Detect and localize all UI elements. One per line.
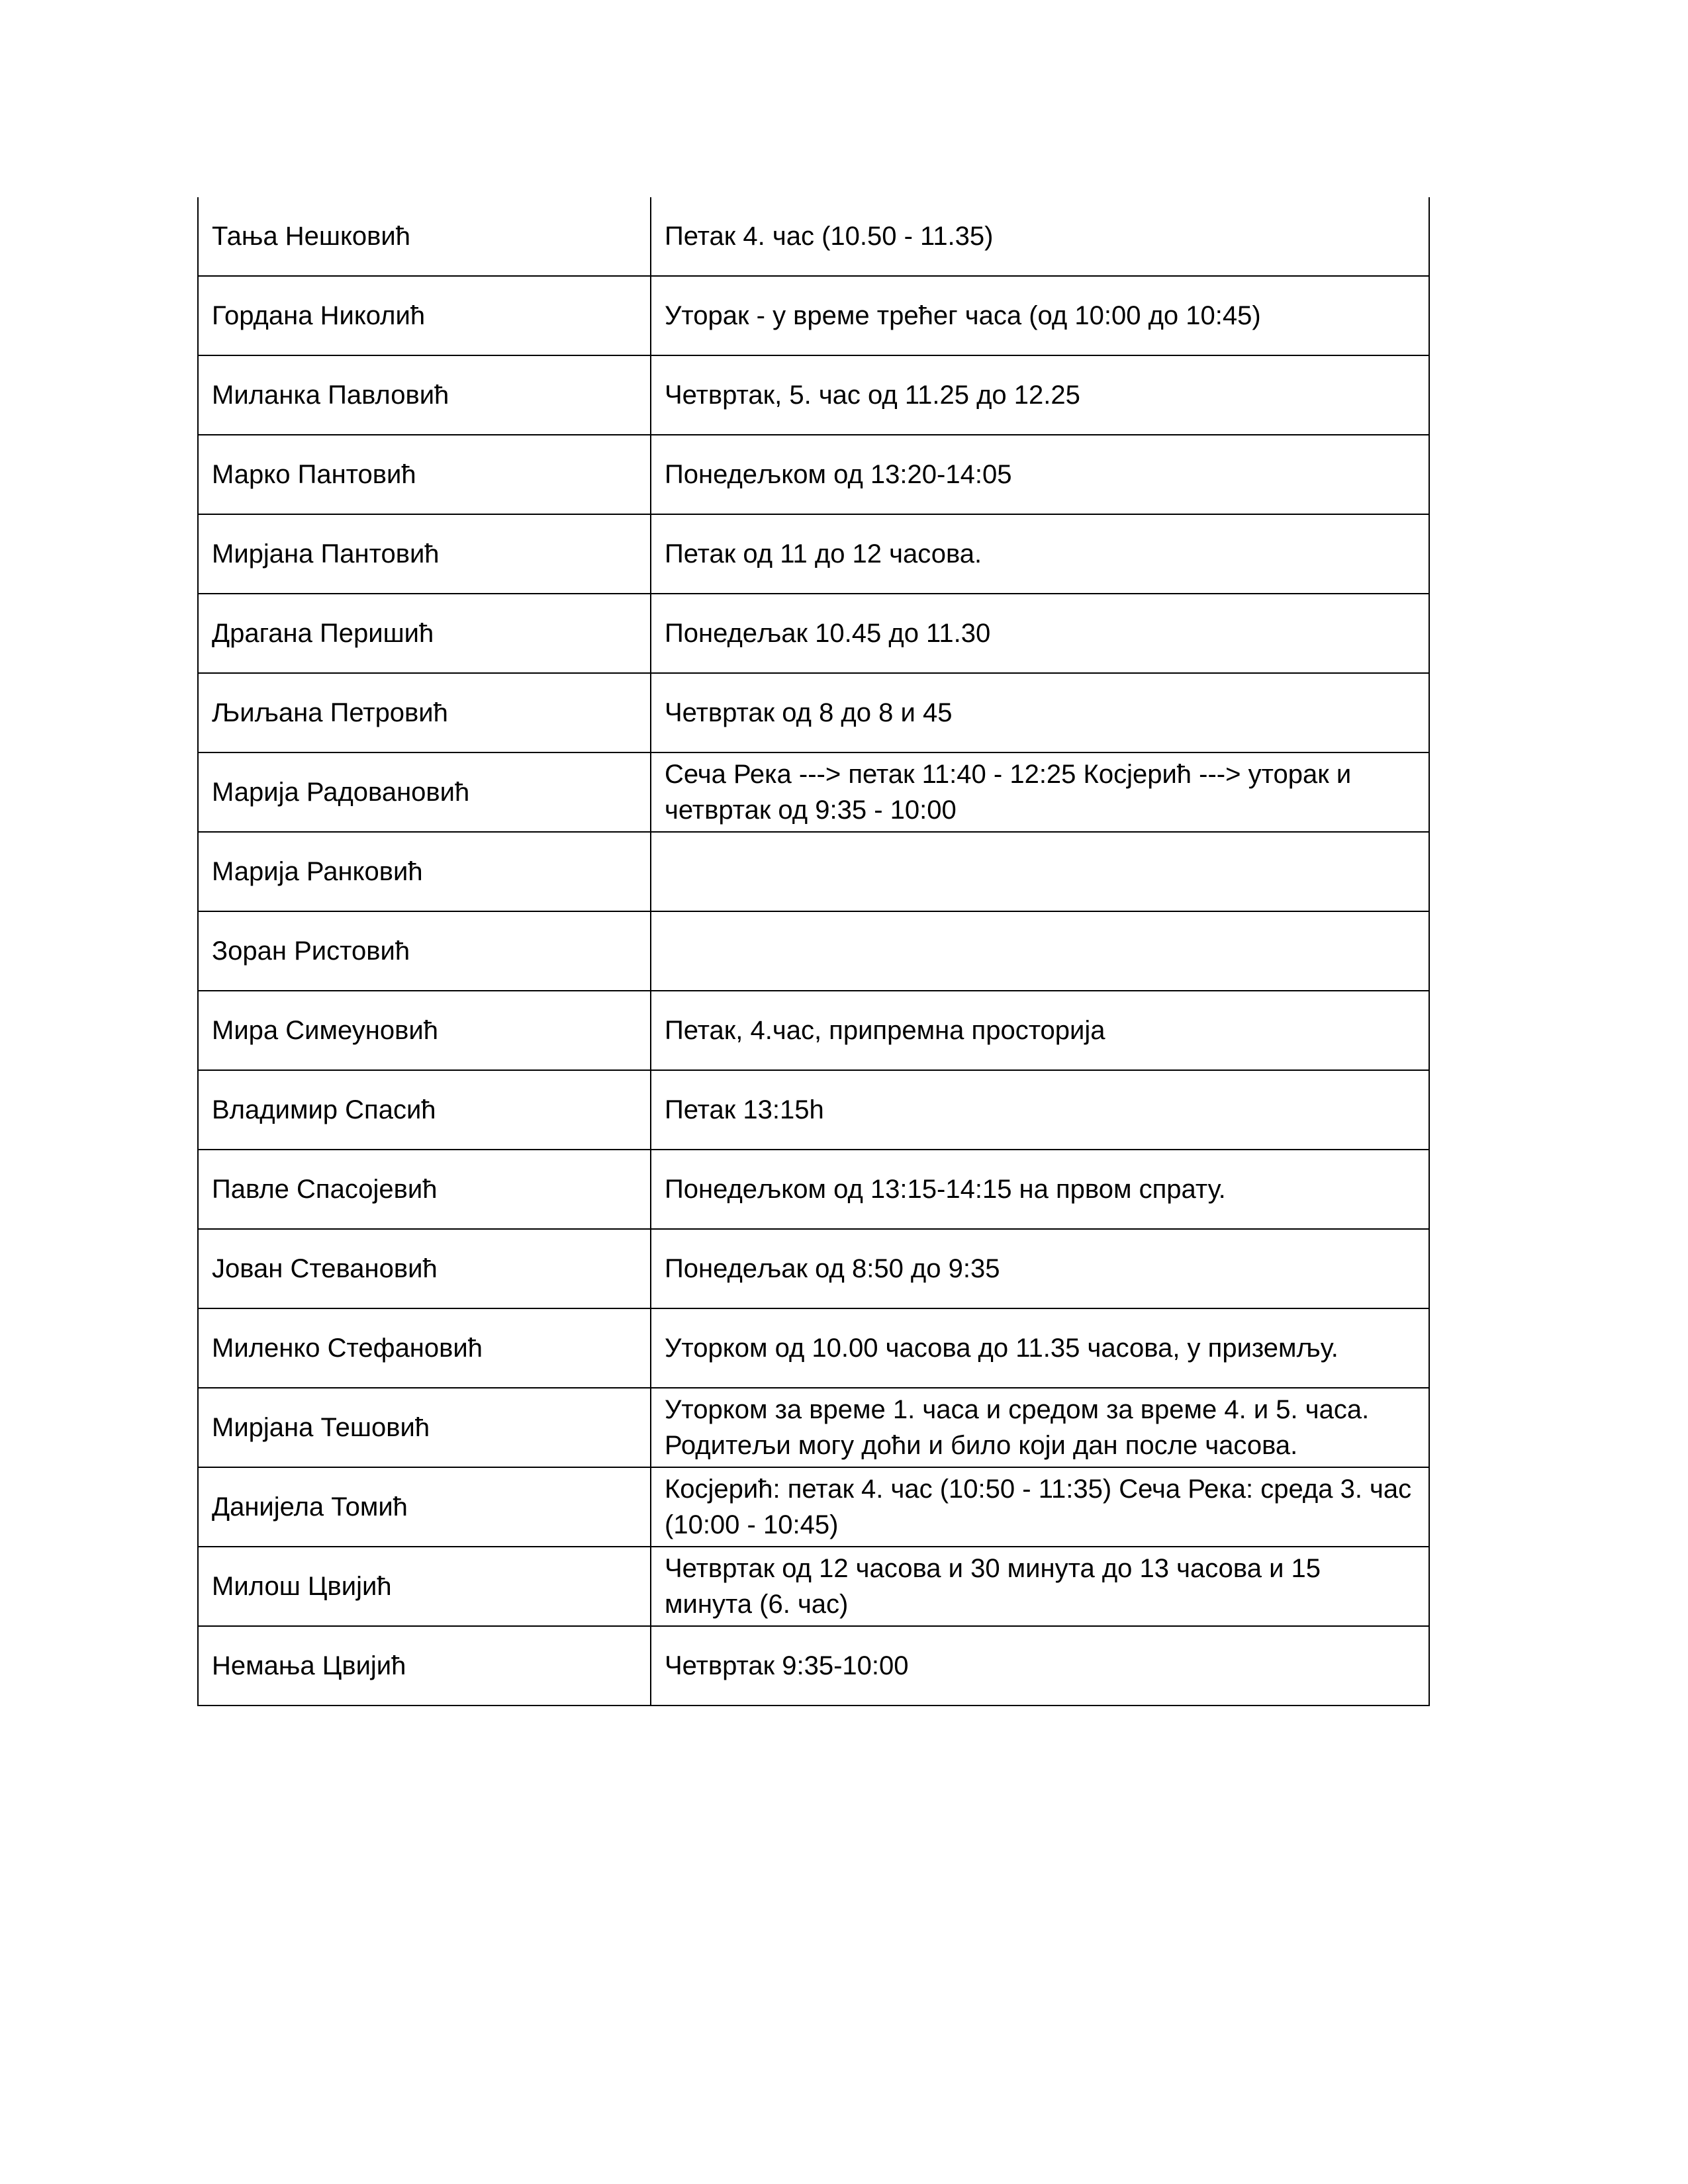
consultation-time-cell: Понедељком од 13:15-14:15 на првом спрату. [651,1150,1429,1229]
table-row [198,1467,1429,1547]
teacher-name-cell: Зоран Ристовић [198,911,651,991]
consultation-time-cell: Понедељком од 13:20-14:05 [651,435,1429,514]
teacher-name-cell: Марија Ранковић [198,832,651,911]
table-row [198,276,1429,355]
teacher-name-cell: Мира Симеуновић [198,991,651,1070]
consultation-time-cell: Четвртак од 12 часова и 30 минута до 13 часова и 15 минута (6. час) [651,1547,1429,1626]
table-row [198,1150,1429,1229]
consultation-time-cell: Петак 4. час (10.50 - 11.35) [651,197,1429,276]
consultation-time-cell: Сеча Река ---> петак 11:40 - 12:25 Косјерић ---> уторак и четвртак од 9:35 - 10:00 [651,752,1429,832]
table-row [198,752,1429,832]
teacher-name-cell: Љиљана Петровић [198,673,651,752]
table-row [198,197,1429,276]
consultation-schedule-table [197,197,1430,1706]
consultation-time-cell: Четвртак, 5. час од 11.25 до 12.25 [651,355,1429,435]
table-row [198,911,1429,991]
teacher-name-cell: Данијела Томић [198,1467,651,1547]
table-row [198,435,1429,514]
teacher-name-cell: Мирјана Пантовић [198,514,651,594]
table-row [198,1308,1429,1388]
table-row [198,1626,1429,1706]
consultation-time-cell: Петак, 4.час, припремна просторија [651,991,1429,1070]
table-row [198,991,1429,1070]
teacher-name-cell: Драгана Перишић [198,594,651,673]
table-row [198,832,1429,911]
table-row [198,673,1429,752]
teacher-name-cell: Марко Пантовић [198,435,651,514]
consultation-time-cell: Косјерић: петак 4. час (10:50 - 11:35) Сеча Река: среда 3. час (10:00 - 10:45) [651,1467,1429,1547]
consultation-time-cell: Четвртак од 8 до 8 и 45 [651,673,1429,752]
table-row [198,355,1429,435]
consultation-time-cell: Петак 13:15h [651,1070,1429,1150]
consultation-time-cell: Четвртак 9:35-10:00 [651,1626,1429,1706]
consultation-time-cell: Уторак - у време трећег часа (од 10:00 до 10:45) [651,276,1429,355]
teacher-name-cell: Миленко Стефановић [198,1308,651,1388]
teacher-name-cell: Јован Стевановић [198,1229,651,1308]
teacher-name-cell: Марија Радовановић [198,752,651,832]
schedule-table-body [198,197,1429,1706]
table-row [198,1229,1429,1308]
teacher-name-cell: Владимир Спасић [198,1070,651,1150]
consultation-time-cell [651,832,1429,911]
consultation-time-cell: Понедељак 10.45 до 11.30 [651,594,1429,673]
consultation-time-cell: Уторком од 10.00 часова до 11.35 часова, у приземљу. [651,1308,1429,1388]
teacher-name-cell: Павле Спасојевић [198,1150,651,1229]
teacher-name-cell: Миланка Павловић [198,355,651,435]
teacher-name-cell: Мирјана Тешовић [198,1388,651,1467]
consultation-time-cell: Понедељак од 8:50 до 9:35 [651,1229,1429,1308]
table-row [198,514,1429,594]
consultation-time-cell: Уторком за време 1. часа и средом за време 4. и 5. часа. Родитељи могу доћи и било који дан после часова. [651,1388,1429,1467]
table-row [198,1070,1429,1150]
table-row [198,1388,1429,1467]
consultation-time-cell: Петак од 11 до 12 часова. [651,514,1429,594]
table-row [198,1547,1429,1626]
teacher-name-cell: Тања Нешковић [198,197,651,276]
teacher-name-cell: Милош Цвијић [198,1547,651,1626]
teacher-name-cell: Немања Цвијић [198,1626,651,1706]
teacher-name-cell: Гордана Николић [198,276,651,355]
table-row [198,594,1429,673]
consultation-time-cell [651,911,1429,991]
